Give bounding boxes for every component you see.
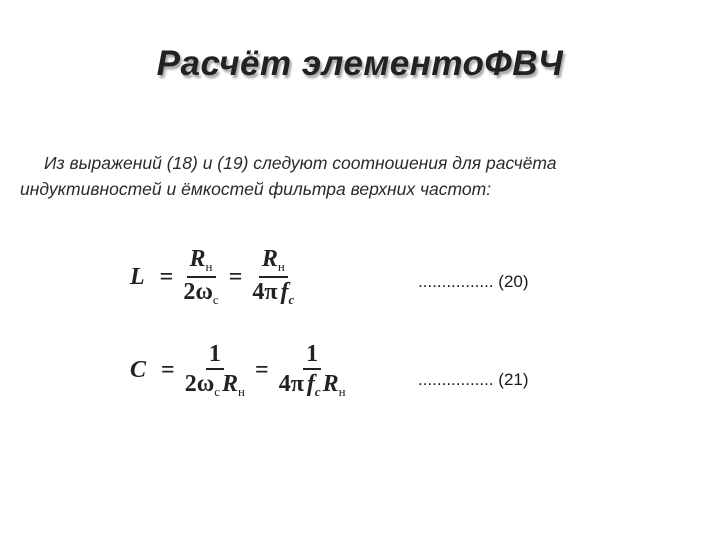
eq20-f2-numerator: [259, 245, 288, 278]
eq20-f1-den-sub: с: [212, 292, 219, 307]
eq20-f2-den-sub: c: [288, 292, 295, 307]
eq20-lhs: L: [130, 263, 145, 290]
eq21-f1-den-var: R: [222, 370, 239, 397]
equation-21-ref: ................ (21): [418, 370, 529, 389]
eq20-equals-2: =: [228, 263, 243, 290]
eq20-fraction-1: [180, 245, 221, 309]
eq20-fraction-2: [249, 245, 297, 309]
eq20-f2-num-var: R: [261, 246, 278, 272]
eq20-f1-num-sub: н: [205, 259, 213, 274]
intro-line-1: Из выражений (18) и (19) следуют соотношения для расчёта: [44, 153, 557, 173]
eq21-f2-num: 1: [306, 340, 319, 367]
eq20-equals-1: =: [159, 263, 174, 290]
intro-text: [20, 150, 680, 202]
eq21-f1-den-sub: с: [214, 383, 221, 399]
eq21-fraction-1: [182, 340, 248, 401]
eq21-f1-den-var-sub: н: [238, 383, 246, 399]
eq20-f2-num-sub: н: [277, 259, 285, 274]
eq21-f2-den-var2: R: [322, 370, 339, 397]
eq21-equals-1: =: [161, 356, 175, 383]
eq21-f2-den-var: f: [306, 370, 315, 397]
eq21-f1-denominator: [182, 370, 248, 401]
eq21-f1-numerator: [206, 340, 224, 370]
eq21-f2-den-coef: 4π: [278, 370, 304, 397]
eq20-f1-num-var: R: [189, 246, 206, 272]
eq21-fraction-2: [276, 340, 349, 401]
eq20-f2-den-coef: 4π: [252, 279, 278, 305]
eq20-f1-denominator: [180, 278, 221, 309]
eq20-f1-numerator: [187, 245, 216, 278]
intro-line-2: индуктивностей и ёмкостей фильтра верхних частот:: [20, 179, 492, 199]
eq21-f2-den-var2-sub: н: [338, 383, 346, 399]
eq20-f2-den-var: f: [280, 279, 289, 305]
eq21-equals-2: =: [255, 356, 269, 383]
eq21-f2-denominator: [276, 370, 349, 401]
equation-20: [130, 242, 297, 312]
eq21-f1-num: 1: [208, 340, 221, 367]
eq21-f2-numerator: [303, 340, 321, 370]
eq21-lhs: C: [130, 356, 147, 383]
equation-21: [130, 335, 349, 405]
eq21-f2-den-sub: c: [314, 383, 321, 399]
slide-title: Расчёт элементоФВЧ: [156, 44, 564, 83]
equation-20-ref: ................ (20): [418, 272, 529, 291]
eq20-f2-denominator: [249, 278, 297, 309]
eq20-f1-den-coef: 2ω: [183, 279, 213, 305]
eq21-f1-den-coef: 2ω: [184, 370, 215, 397]
